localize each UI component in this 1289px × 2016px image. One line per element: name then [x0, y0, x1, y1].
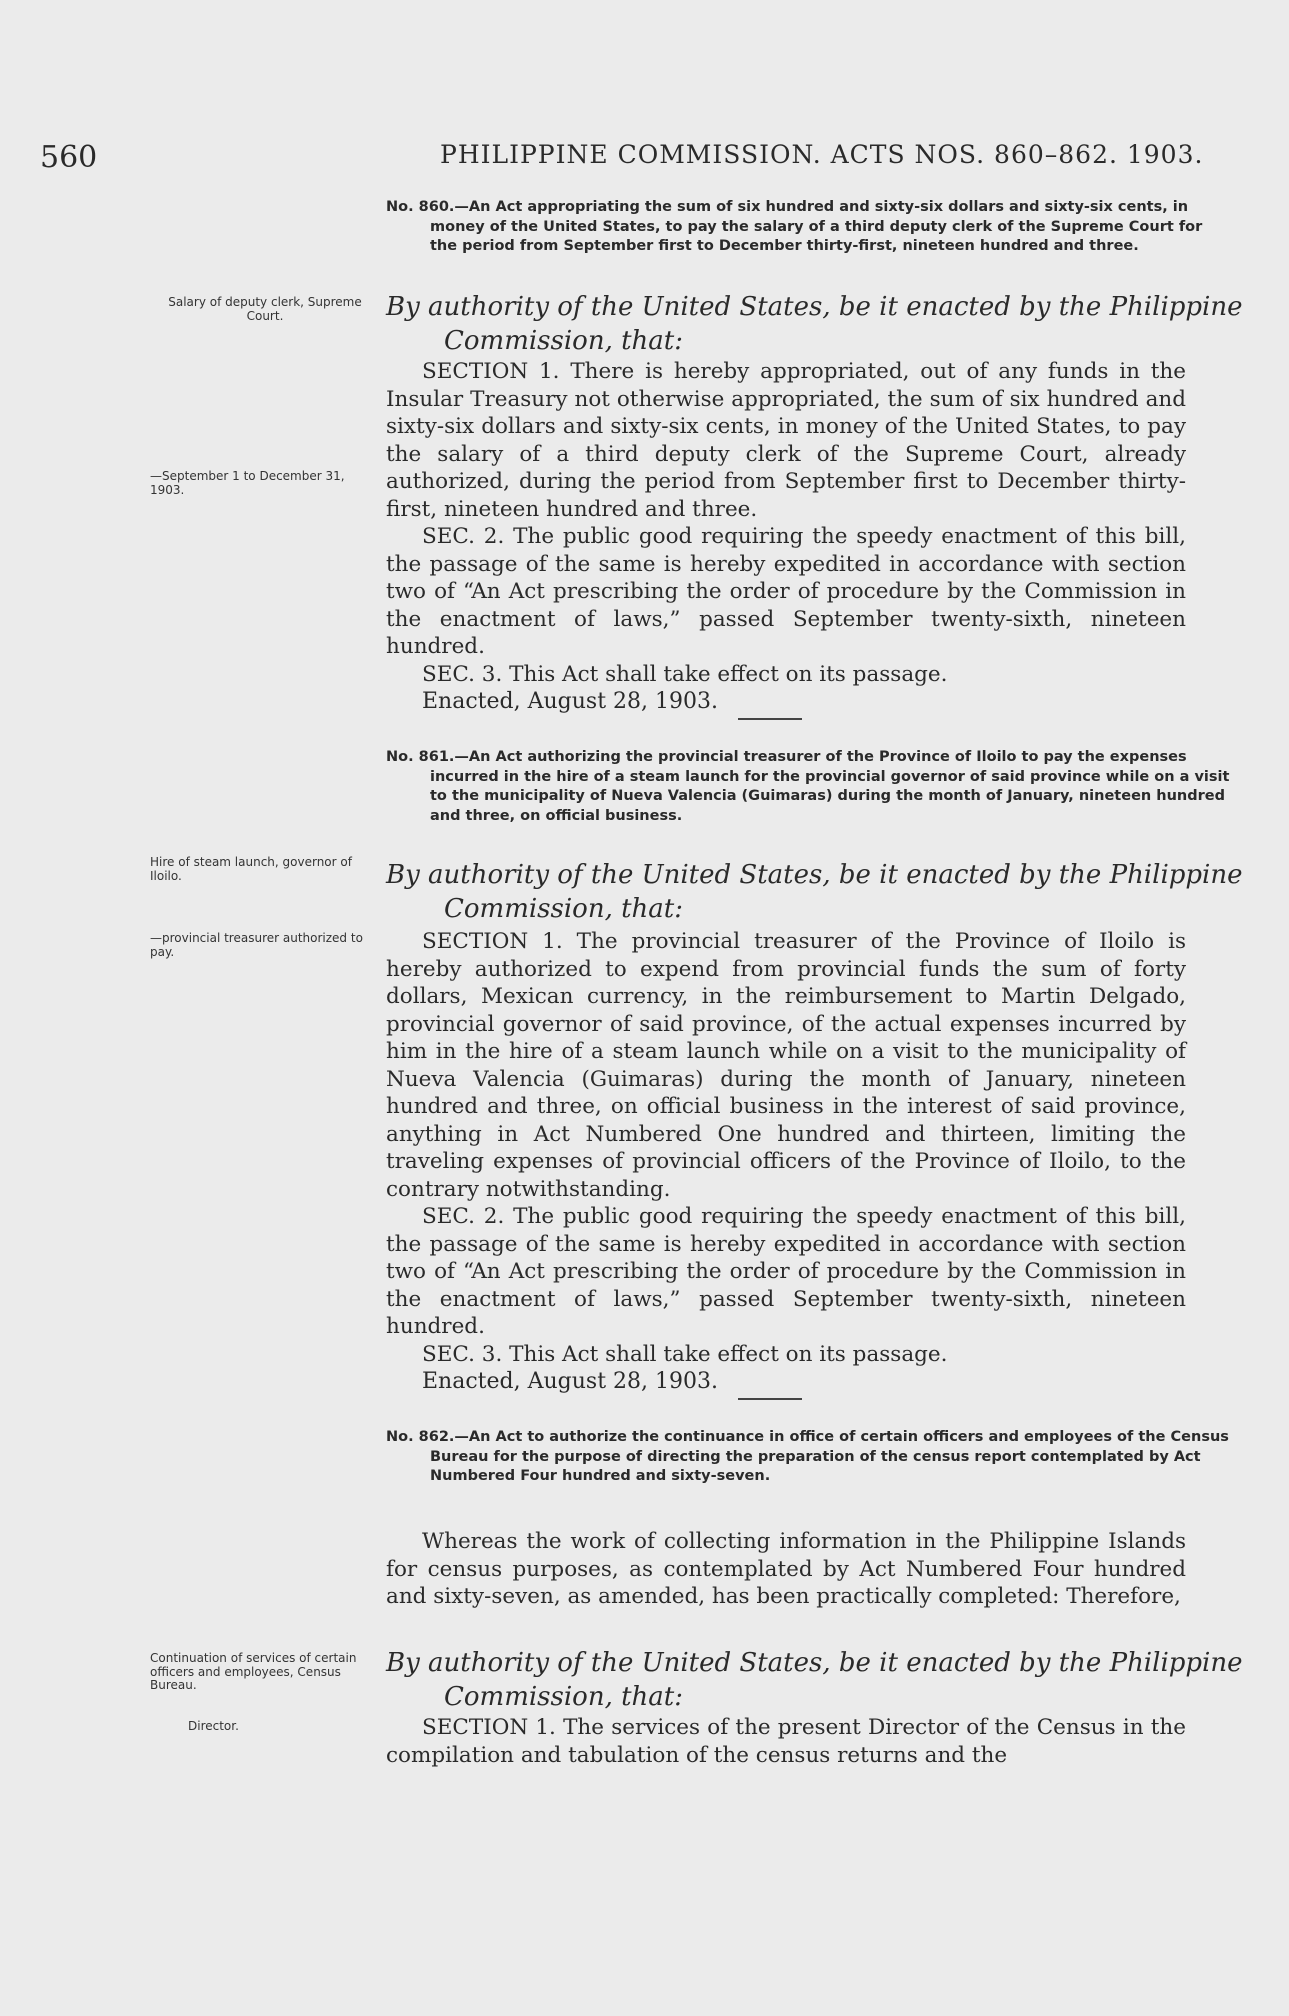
act-861-section-3: SEC. 3. This Act shall take effect on its passage.	[422, 1341, 948, 1367]
section-divider	[738, 1398, 802, 1400]
margin-note-862-director: Director.	[188, 1719, 239, 1733]
act-862-whereas: Whereas the work of collecting information in the Philippine Islands for census purposes, as contemplated by Act Numbered Four hundred and sixty-seven, as amended, has been practically completed: Therefore,	[386, 1529, 1186, 1609]
act-861-title: No. 861.—An Act authorizing the provincial treasurer of the Province of Iloilo to pay the expenses incurred in the hire of a steam launch for the provincial governor of said province while on a visit to the municipality of Nueva Valencia (Guimaras) during the month of January, nineteen hundred and three, on official business.	[386, 749, 1230, 824]
margin-note-860-salary: Salary of deputy clerk, Supreme Court.	[168, 295, 362, 323]
act-860-body	[386, 358, 1186, 716]
act-860-section-1: SECTION 1. There is hereby appropriated, out of any funds in the Insular Treasury not otherwise appropriated, the sum of six hundred and sixty-six dollars and sixty-six cents, in money of the United States, to pay the salary of a third deputy clerk of the Supreme Court, already authorized, during the period from September first to December thirty-first, nineteen hundred and three.	[386, 359, 1186, 522]
act-862-enacting-clause: By authority of the United States, be it enacted by the Philippine Commission, that:	[386, 1648, 1243, 1712]
act-860-title: No. 860.—An Act appropriating the sum of six hundred and sixty-six dollars and sixty-six cents, in money of the United States, to pay the salary of a third deputy clerk of the Supreme Court for the period from September first to December thirty-first, nineteen hundred and three.	[386, 199, 1203, 254]
act-861-section-1: SECTION 1. The provincial treasurer of the Province of Iloilo is hereby authorized to expend from provincial funds the sum of forty dollars, Mexican currency, in the reimbursement to Martin Delgado, provincial governor of said province, of the actual expenses incurred by him in the hire of a steam launch while on a visit to the municipality of Nueva Valencia (Guimaras) during the month of January, nineteen hundred and three, on official business in the interest of said province, anything in Act Numbered One hundred and thirteen, limiting the traveling expenses of provincial officers of the Province of Iloilo, to the contrary notwithstanding.	[386, 929, 1186, 1202]
margin-note-861-treasurer: —provincial treasurer authorized to pay.	[150, 931, 363, 959]
act-862-section-1: SECTION 1. The services of the present Director of the Census in the compilation and tabulation of the census returns and the	[386, 1715, 1187, 1768]
act-860-enacting-clause: By authority of the United States, be it enacted by the Philippine Commission, that:	[386, 292, 1243, 356]
act-862-body	[386, 1714, 1186, 1769]
margin-note-862-continuation: Continuation of services of certain officers and employees, Census Bureau.	[150, 1651, 357, 1692]
page-number: 560	[40, 140, 98, 175]
running-head: PHILIPPINE COMMISSION. ACTS NOS. 860–862. 1903.	[440, 140, 1204, 169]
act-860-section-2: SEC. 2. The public good requiring the speedy enactment of this bill, the passage of the same is hereby expedited in accordance with section two of “An Act prescribing the order of procedure by the Commission in the enactment of laws,” passed September twenty-sixth, nineteen hundred.	[386, 524, 1186, 659]
act-860-section-3: SEC. 3. This Act shall take effect on its passage.	[422, 661, 948, 687]
act-861-section-2: SEC. 2. The public good requiring the speedy enactment of this bill, the passage of the same is hereby expedited in accordance with section two of “An Act prescribing the order of procedure by the Commission in the enactment of laws,” passed September twenty-sixth, nineteen hundred.	[386, 1204, 1186, 1339]
margin-note-860-period: —September 1 to December 31, 1903.	[150, 469, 345, 497]
section-divider	[738, 718, 802, 720]
margin-note-861-hire: Hire of steam launch, governor of Iloilo.	[150, 855, 352, 883]
act-862-title: No. 862.—An Act to authorize the continuance in office of certain officers and employees of the Census Bureau for the purpose of directing the preparation of the census report contemplated by Act Numbered Four hundred and sixty-seven.	[386, 1429, 1229, 1484]
act-862-preamble	[386, 1528, 1186, 1611]
act-861-enacted-date: Enacted, August 28, 1903.	[422, 1369, 718, 1394]
act-861-enacting-clause: By authority of the United States, be it enacted by the Philippine Commission, that:	[386, 860, 1243, 924]
act-860-enacted-date: Enacted, August 28, 1903.	[422, 689, 718, 714]
act-861-body	[386, 928, 1186, 1396]
